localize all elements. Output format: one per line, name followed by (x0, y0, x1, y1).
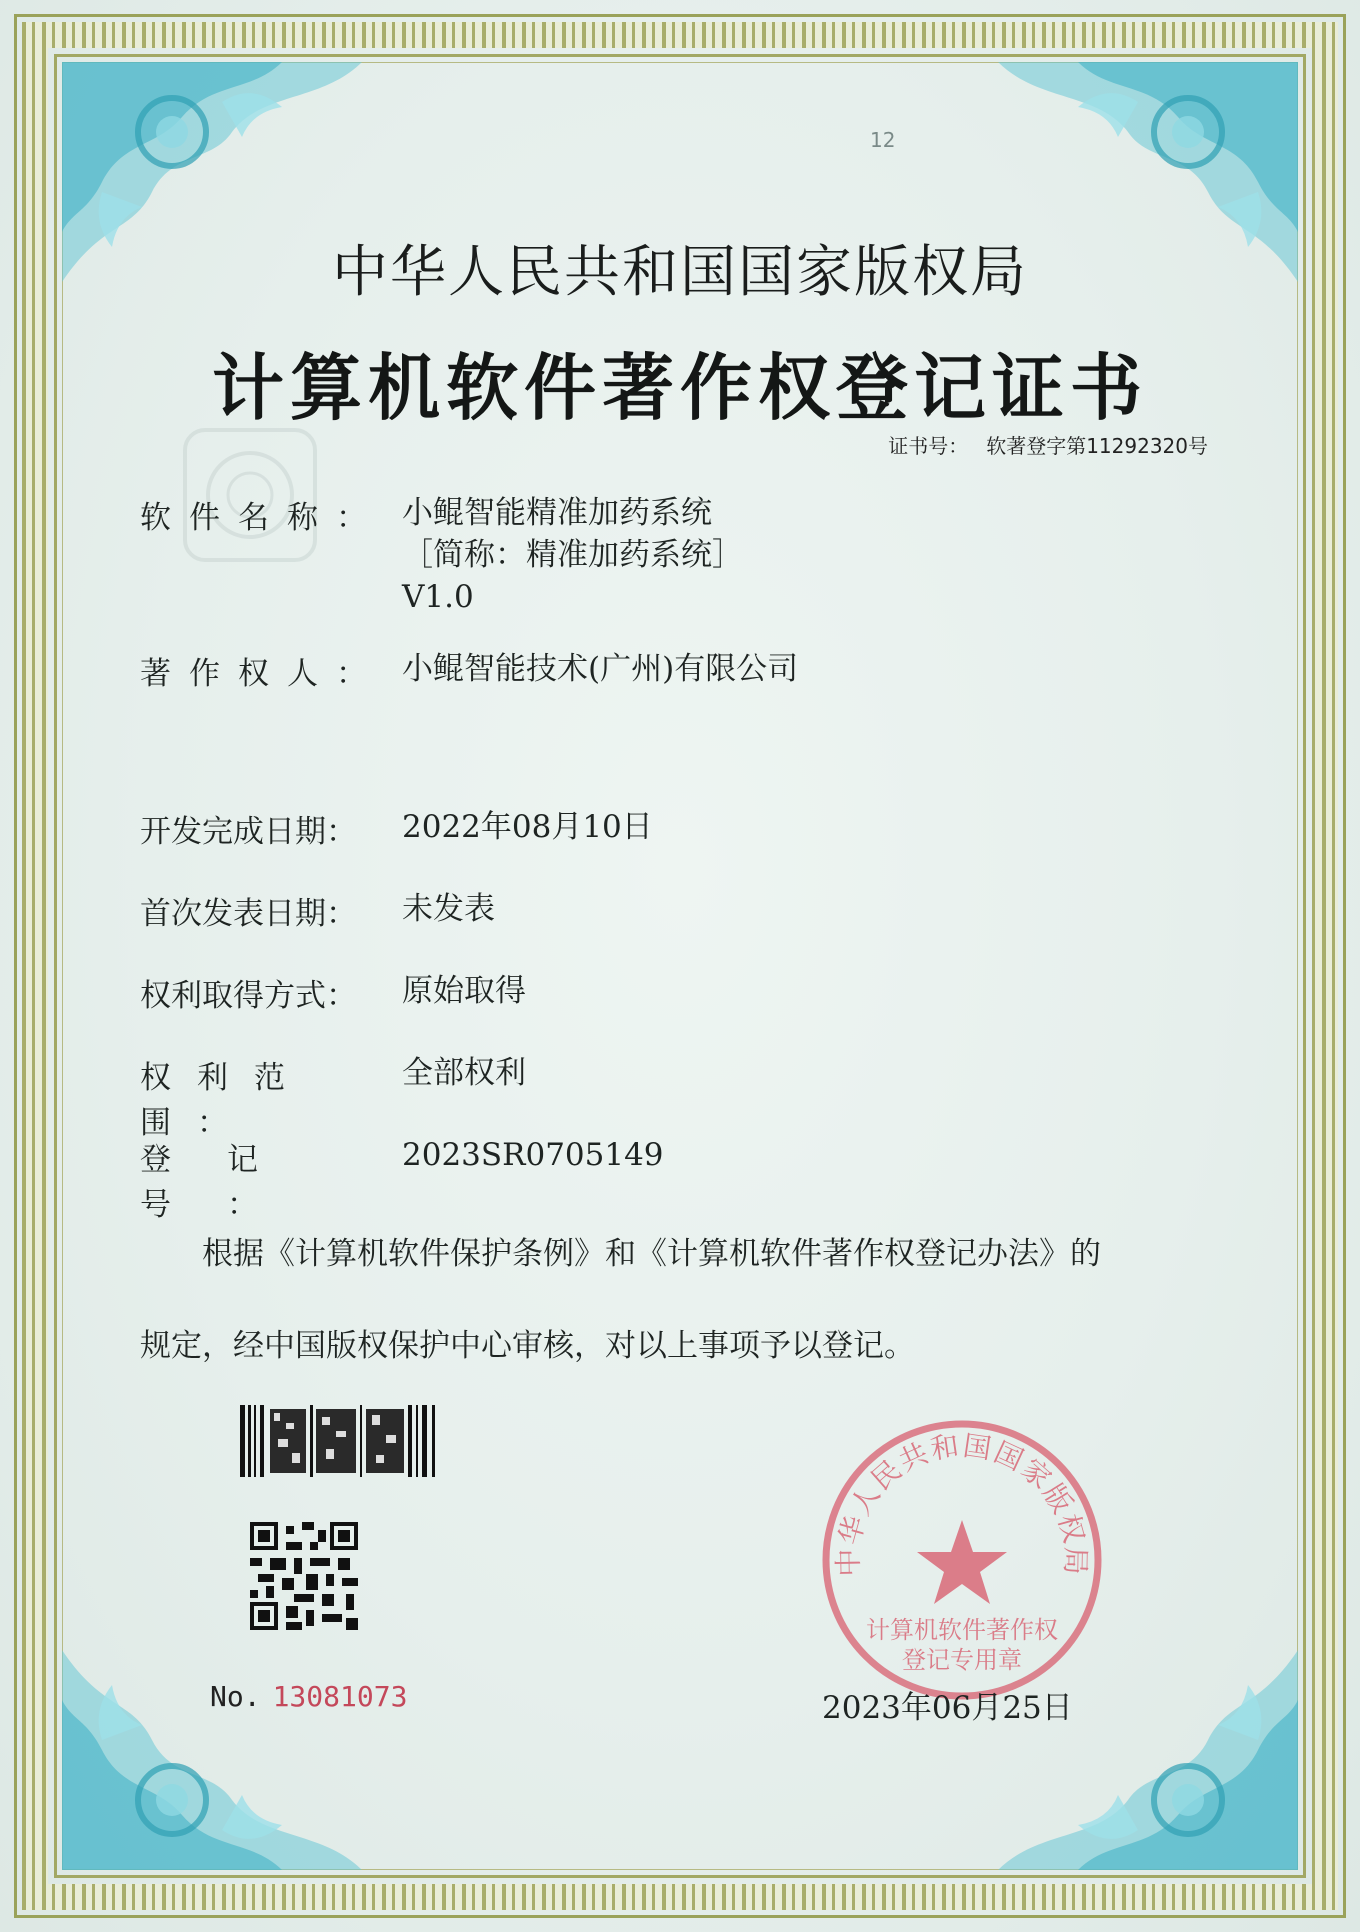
scope-value: 全部权利 (402, 1055, 526, 1091)
issue-date: 2023年06月25日 (822, 1690, 1073, 1726)
statement (140, 1208, 1230, 1392)
issuing-authority: 中华人民共和国国家版权局 (332, 240, 1028, 305)
certificate-number-label: 证书号： (888, 434, 969, 458)
owner-label: 著作权人： (140, 656, 385, 692)
scope-label: 权利范围： (140, 1060, 311, 1141)
barcode (240, 1405, 440, 1477)
field-publish-date (140, 888, 495, 933)
seal-line2: 登记专用章 (902, 1646, 1022, 1674)
software-name-label: 软件名称： (140, 500, 385, 536)
field-acquire-method (140, 970, 526, 1015)
handwritten-mark: 12 (870, 128, 896, 152)
qr-code (250, 1522, 358, 1630)
serial-prefix: No. (210, 1680, 261, 1713)
certificate-number (888, 430, 1208, 459)
statement-line2: 规定，经中国版权保护中心审核，对以上事项予以登记。 (140, 1328, 915, 1364)
dev-date-value: 2022年08月10日 (402, 809, 653, 845)
serial-number (210, 1680, 407, 1713)
owner-value: 小鲲智能技术(广州)有限公司 (402, 651, 799, 687)
acquire-label: 权利取得方式： (140, 978, 357, 1014)
publish-date-value: 未发表 (402, 891, 495, 927)
field-owner (140, 648, 798, 693)
acquire-value: 原始取得 (402, 973, 526, 1009)
publish-date-label: 首次发表日期： (140, 896, 357, 932)
seal-ring-text: 中华人民共和国国家版权局 (831, 1428, 1093, 1578)
statement-line1: 根据《计算机软件保护条例》和《计算机软件著作权登记办法》的 (202, 1236, 1101, 1272)
official-seal (812, 1410, 1112, 1710)
software-name-line2: ［简称：精准加药系统］ (402, 537, 743, 573)
reg-no-value: 2023SR0705149 (402, 1137, 664, 1173)
seal-line1: 计算机软件著作权 (866, 1616, 1058, 1644)
dev-date-label: 开发完成日期： (140, 814, 357, 850)
reg-no-label: 登记号： (140, 1142, 314, 1223)
software-name-line1: 小鲲智能精准加药系统 (402, 495, 712, 531)
field-dev-date (140, 806, 653, 851)
software-name-value (402, 492, 743, 618)
software-version: V1.0 (402, 579, 474, 615)
serial-value: 13081073 (272, 1680, 408, 1713)
certificate-title: 计算机软件著作权登记证书 (211, 345, 1148, 430)
field-software-name (140, 492, 743, 618)
field-scope (140, 1052, 526, 1142)
certificate-number-value: 软著登字第11292320号 (986, 434, 1208, 458)
